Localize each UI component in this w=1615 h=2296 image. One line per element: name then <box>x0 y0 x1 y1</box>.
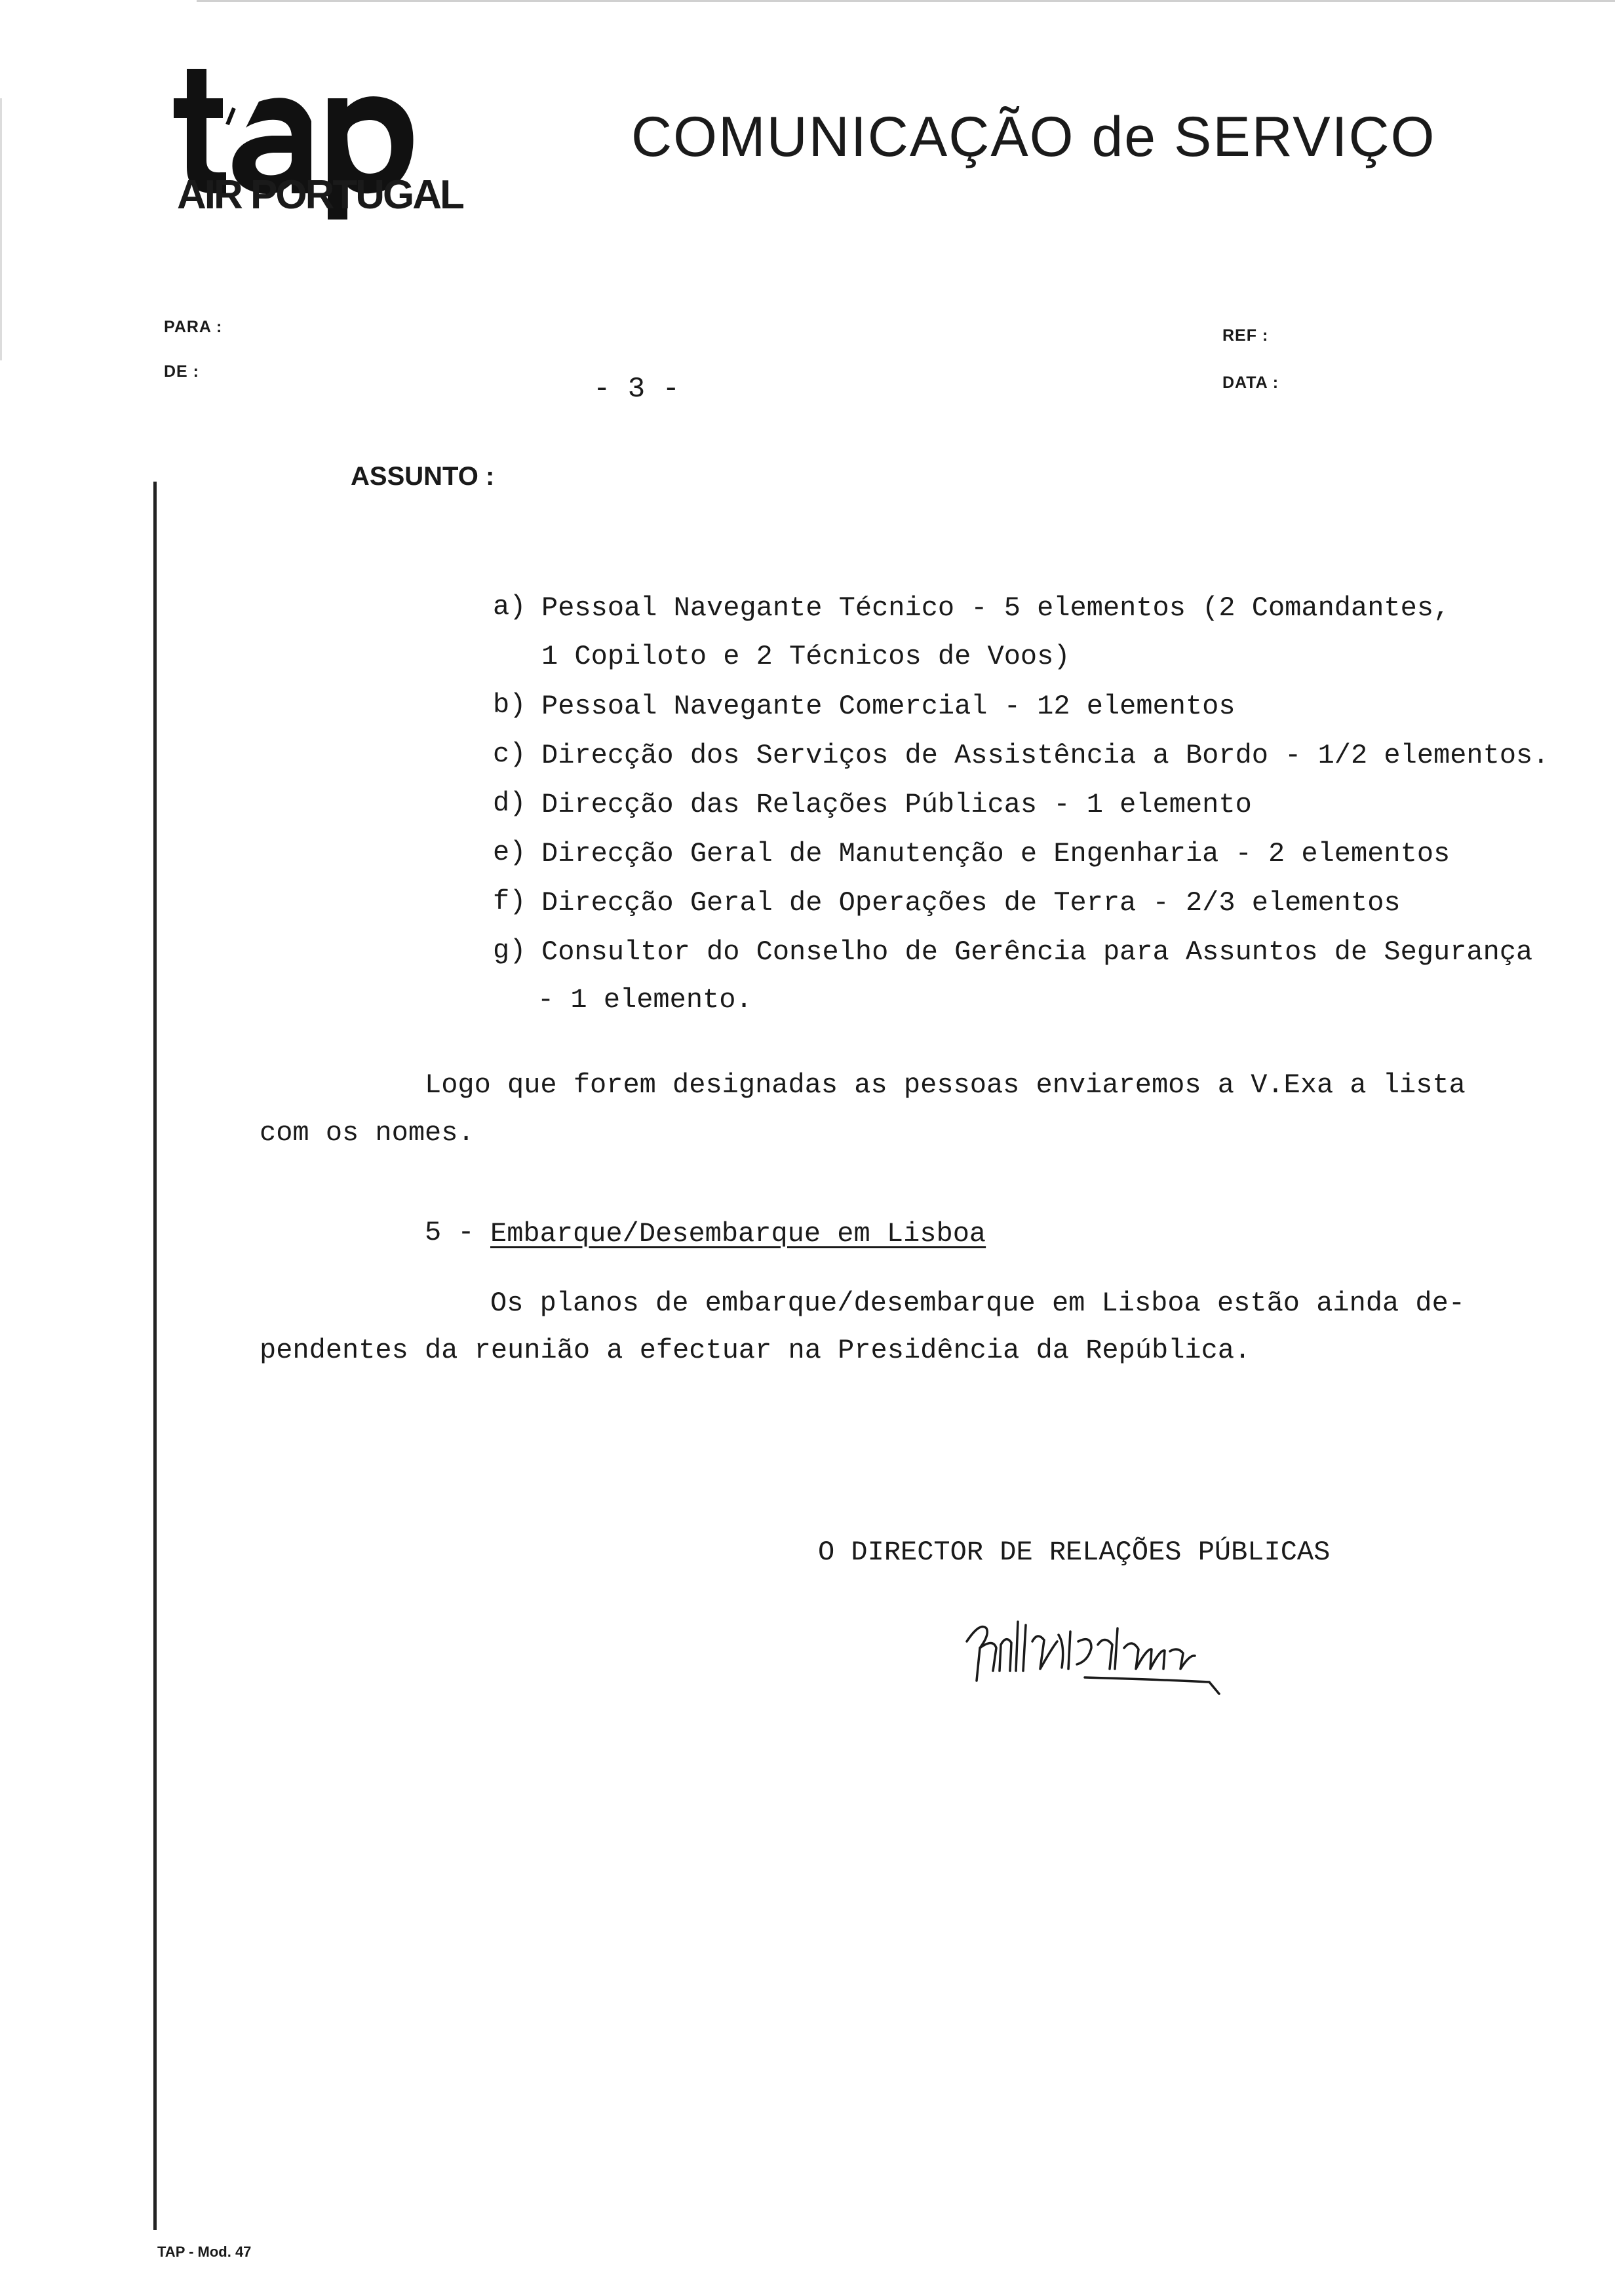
list-item-a-line1: Pessoal Navegante Técnico - 5 elementos (2 Comandantes, <box>541 592 1450 624</box>
paragraph-2-line2: pendentes da reunião a efectuar na Presidência da República. <box>260 1335 1251 1366</box>
document-title: COMUNICAÇÃO de SERVIÇO <box>631 105 1436 168</box>
field-assunto-label: ASSUNTO : <box>351 462 495 491</box>
signatory-title: O DIRECTOR DE RELAÇÕES PÚBLICAS <box>818 1537 1331 1568</box>
list-item-e-line1: Direcção Geral de Manutenção e Engenharia - 2 elementos <box>541 838 1450 870</box>
list-item-label-c: c) <box>493 738 526 770</box>
list-item-label-g: g) <box>493 935 526 966</box>
list-item-label-d: d) <box>493 788 526 819</box>
list-item-label-f: f) <box>493 886 526 917</box>
list-item-g-line1: Consultor do Conselho de Gerência para Assuntos de Segurança <box>541 936 1533 968</box>
field-para-label: PARA : <box>164 318 223 336</box>
handwritten-signature <box>960 1609 1236 1700</box>
form-code: TAP - Mod. 47 <box>157 2244 252 2260</box>
section-number: 5 - <box>425 1217 475 1248</box>
left-edge-rule <box>0 98 2 360</box>
page-number: - 3 - <box>593 373 680 406</box>
logo-subtitle: AIR PORTUGAL <box>177 172 463 218</box>
list-item-f-line1: Direcção Geral de Operações de Terra - 2/3 elementos <box>541 887 1401 919</box>
paragraph-2-line1: Os planos de embarque/desembarque em Lisboa estão ainda de- <box>490 1288 1466 1319</box>
list-item-c-line1: Direcção dos Serviços de Assistência a Bordo - 1/2 elementos. <box>541 740 1549 771</box>
margin-rule <box>153 482 157 2230</box>
paragraph-1-line1: Logo que forem designadas as pessoas enviaremos a V.Exa a lista <box>425 1069 1466 1101</box>
section-title: Embarque/Desembarque em Lisboa <box>490 1218 986 1250</box>
list-item-d-line1: Direcção das Relações Públicas - 1 elemento <box>541 789 1252 820</box>
field-de-label: DE : <box>164 362 199 381</box>
list-item-label-e: e) <box>493 837 526 868</box>
list-item-g-line2: - 1 elemento. <box>537 984 752 1016</box>
list-item-label-b: b) <box>493 689 526 721</box>
list-item-a-line2: 1 Copiloto e 2 Técnicos de Voos) <box>541 641 1070 672</box>
field-data-label: DATA : <box>1222 373 1279 392</box>
list-item-b-line1: Pessoal Navegante Comercial - 12 elementos <box>541 691 1236 722</box>
top-edge-rule <box>197 0 1615 2</box>
field-ref-label: REF : <box>1222 326 1269 345</box>
list-item-label-a: a) <box>493 591 526 622</box>
paragraph-1-line2: com os nomes. <box>260 1117 475 1149</box>
